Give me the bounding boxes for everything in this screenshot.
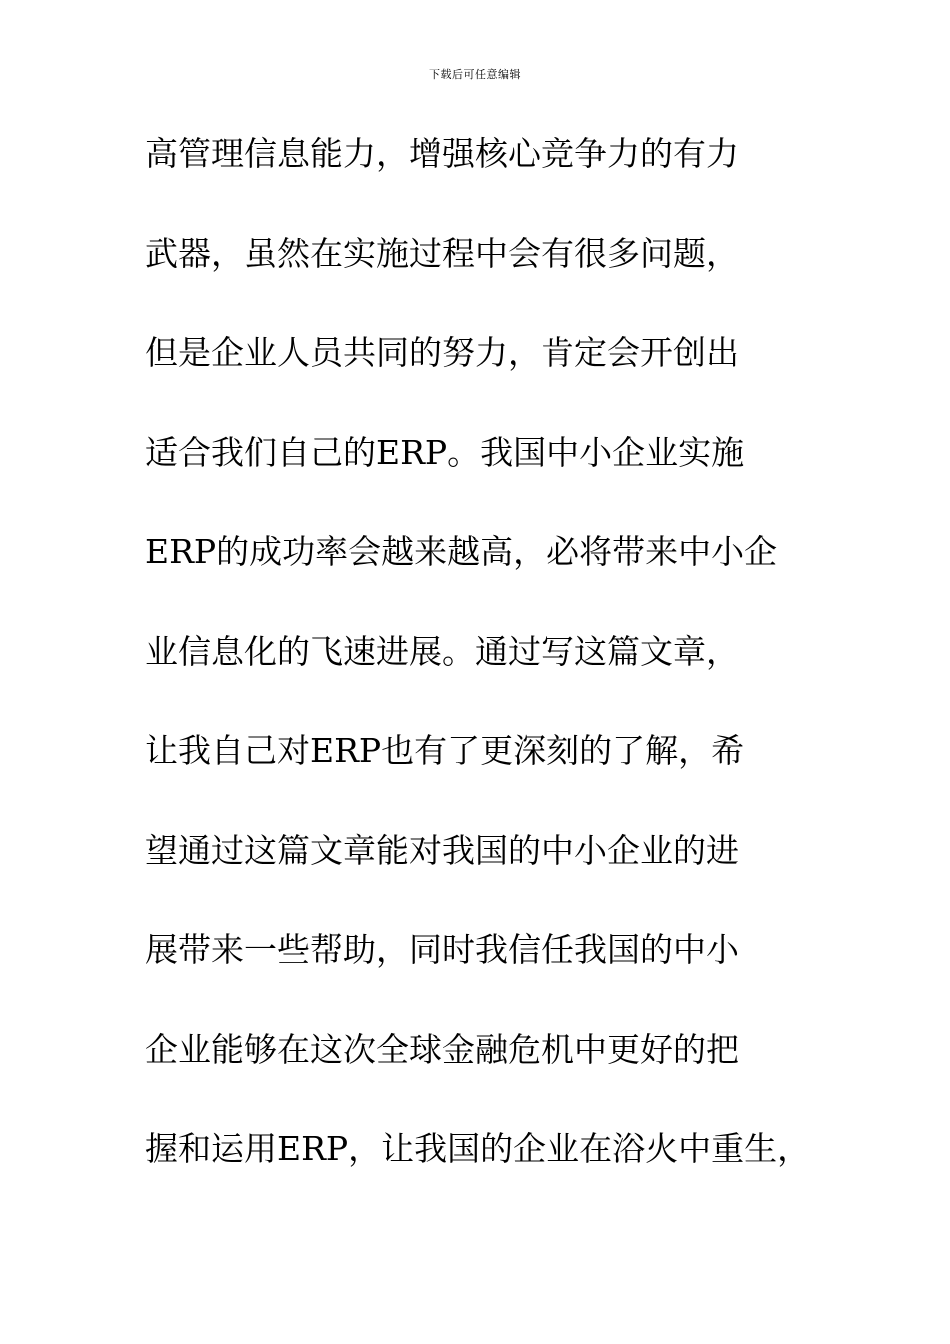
body-line-5: ERP的成功率会越来越高，必将带来中小企: [145, 532, 778, 571]
body-line-1: 高管理信息能力，增强核心竞争力的有力: [145, 134, 739, 173]
body-line-4: 适合我们自己的ERP。我国中小企业实施: [145, 432, 745, 472]
body-line-6: 业信息化的飞速进展。通过写这篇文章，: [145, 631, 739, 671]
body-line-10: 企业能够在这次全球金融危机中更好的把: [145, 1029, 739, 1069]
body-line-2: 武器，虽然在实施过程中会有很多问题，: [145, 233, 739, 273]
body-line-9: 展带来一些帮助，同时我信任我国的中小: [145, 930, 739, 969]
body-line-11: 握和运用ERP，让我国的企业在浴火中重生，: [145, 1129, 811, 1168]
document-body: [145, 130, 835, 1225]
body-line-8: 望通过这篇文章能对我国的中小企业的进: [145, 830, 739, 870]
header-note: 下载后可任意编辑: [429, 68, 521, 81]
body-line-3: 但是企业人员共同的努力，肯定会开创出: [145, 333, 739, 372]
body-line-7: 让我自己对ERP也有了更深刻的了解，希: [145, 731, 745, 770]
